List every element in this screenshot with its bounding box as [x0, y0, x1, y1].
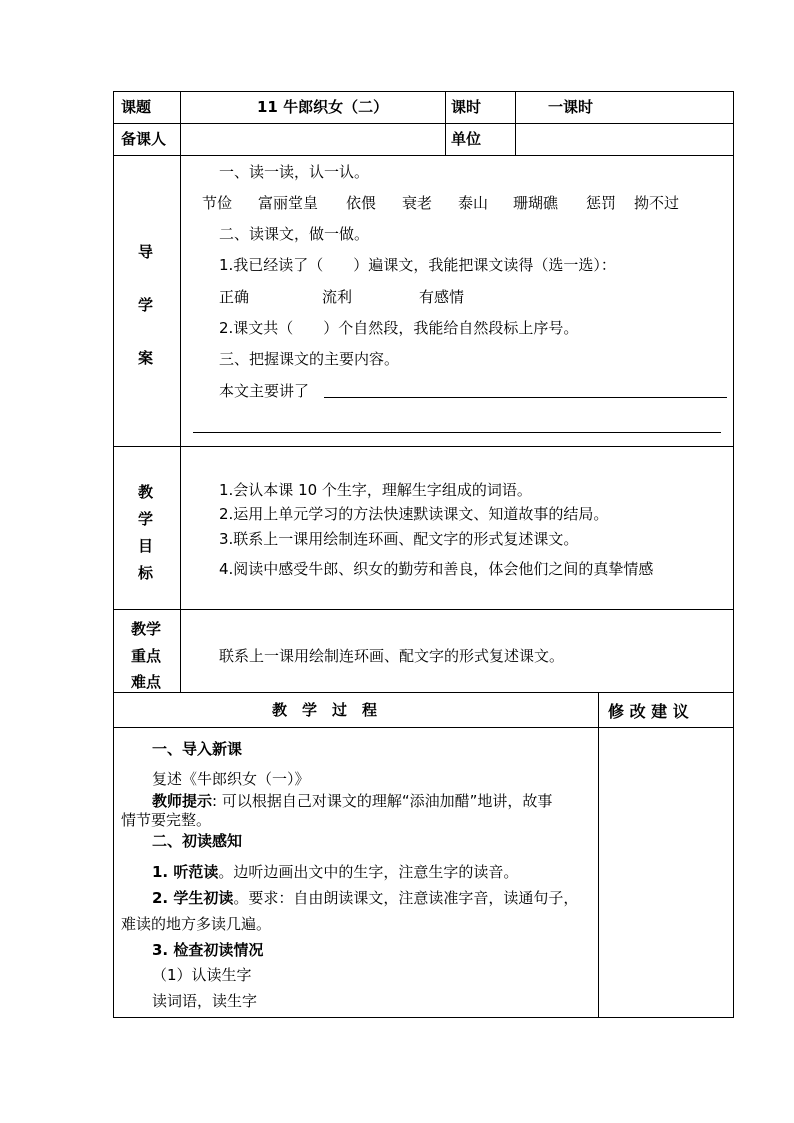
choice-item: 有感情 — [419, 288, 465, 306]
focus-text: 联系上一课用绘制连环画、配文字的形式复述课文。 — [219, 647, 565, 665]
rule-top — [113, 91, 734, 92]
teacher-tip-continued: 情节要完整。 — [121, 811, 212, 829]
process-sub-item-1: （1）认读生字 — [152, 966, 252, 984]
teacher-tip — [152, 792, 552, 810]
objective-item: 3.联系上一课用绘制连环画、配文字的形式复述课文。 — [219, 530, 579, 548]
process-item-2-continued: 难读的地方多读几遍。 — [121, 915, 272, 933]
rule-row1 — [113, 123, 734, 124]
process-item-2-label: 2. 学生初读 — [152, 889, 234, 907]
answer-line-1 — [324, 397, 727, 398]
main-content-prompt: 本文主要讲了 — [219, 382, 310, 400]
period-label: 课时 — [451, 98, 482, 116]
objectives-label-4: 标 — [138, 564, 154, 582]
guide-section2-title: 二、读课文，做一做。 — [219, 225, 370, 243]
objective-item: 4.阅读中感受牛郎、织女的勤劳和善良，体会他们之间的真挚情感 — [219, 560, 654, 578]
choice-item: 正确 — [219, 288, 250, 306]
process-item-3: 3. 检查初读情况 — [152, 941, 264, 959]
objectives-label-3: 目 — [138, 537, 154, 555]
rule-right — [733, 91, 734, 1018]
vocab-word: 拗不过 — [634, 194, 680, 212]
rule-left — [113, 91, 114, 1018]
rule-mid-col2 — [515, 91, 516, 156]
rule-row4 — [113, 609, 734, 610]
guide-label-1: 导 — [138, 243, 154, 261]
guide-question-2: 2.课文共（ ）个自然段，我能给自然段标上序号。 — [219, 319, 579, 337]
rule-row6 — [113, 727, 734, 728]
process-item-1 — [152, 863, 518, 881]
teacher-tip-label: 教师提示 — [152, 792, 213, 810]
guide-question-1: 1.我已经读了（ ）遍课文，我能把课文读得（选一选）： — [219, 256, 616, 274]
process-review-line: 复述《牛郎织女（一）》 — [152, 770, 310, 788]
choice-item: 流利 — [322, 288, 353, 306]
unit-label: 单位 — [451, 130, 482, 148]
guide-section1-title: 一、读一读，认一认。 — [219, 163, 370, 181]
guide-label-3: 案 — [138, 349, 154, 367]
rule-suggest-col — [598, 692, 599, 1018]
period-value: 一课时 — [548, 98, 594, 116]
process-item-1-label: 1. 听范读 — [152, 863, 219, 881]
process-section-1-title: 一、导入新课 — [152, 740, 243, 758]
process-section-2-title: 二、初读感知 — [152, 832, 243, 850]
objective-item: 2.运用上单元学习的方法快速默读课文、知道故事的结局。 — [219, 505, 609, 523]
process-item-2 — [152, 889, 578, 907]
rule-label-col — [180, 91, 181, 693]
rule-mid-col — [445, 91, 446, 156]
suggestions-heading: 修 改 建 议 — [608, 702, 689, 721]
rule-row2 — [113, 155, 734, 156]
rule-bottom — [113, 1017, 734, 1018]
topic-value: 11 牛郎织女（二） — [257, 98, 389, 116]
process-item-2-text: 。要求：自由朗读课文，注意读准字音，读通句子， — [233, 889, 579, 907]
guide-label-2: 学 — [138, 296, 154, 314]
rule-row5 — [113, 692, 734, 693]
vocab-word: 泰山 — [458, 194, 489, 212]
preparer-label: 备课人 — [121, 130, 167, 148]
objective-item: 1.会认本课 10 个生字，理解生字组成的词语。 — [219, 481, 532, 499]
teacher-tip-text: : 可以根据自己对课文的理解“添油加醋”地讲，故事 — [212, 792, 553, 810]
vocab-word: 珊瑚礁 — [513, 194, 559, 212]
focus-label-3: 难点 — [131, 673, 162, 691]
rule-row3 — [113, 446, 734, 447]
vocab-word: 依偎 — [346, 194, 377, 212]
topic-label: 课题 — [121, 98, 152, 116]
vocab-word: 衰老 — [402, 194, 433, 212]
process-sub-item-1-line: 读词语，读生字 — [152, 992, 258, 1010]
process-heading: 教 学 过 程 — [272, 701, 378, 719]
process-item-1-text: 。边听边画出文中的生字，注意生字的读音。 — [218, 863, 519, 881]
objectives-label-2: 学 — [138, 510, 154, 528]
vocab-word: 惩罚 — [586, 194, 617, 212]
focus-label-2: 重点 — [131, 647, 162, 665]
vocab-word: 富丽堂皇 — [258, 194, 319, 212]
answer-line-2 — [193, 432, 721, 433]
objectives-label-1: 教 — [138, 483, 154, 501]
vocab-word: 节俭 — [202, 194, 233, 212]
focus-label-1: 教学 — [131, 620, 162, 638]
guide-section3-title: 三、把握课文的主要内容。 — [219, 350, 400, 368]
